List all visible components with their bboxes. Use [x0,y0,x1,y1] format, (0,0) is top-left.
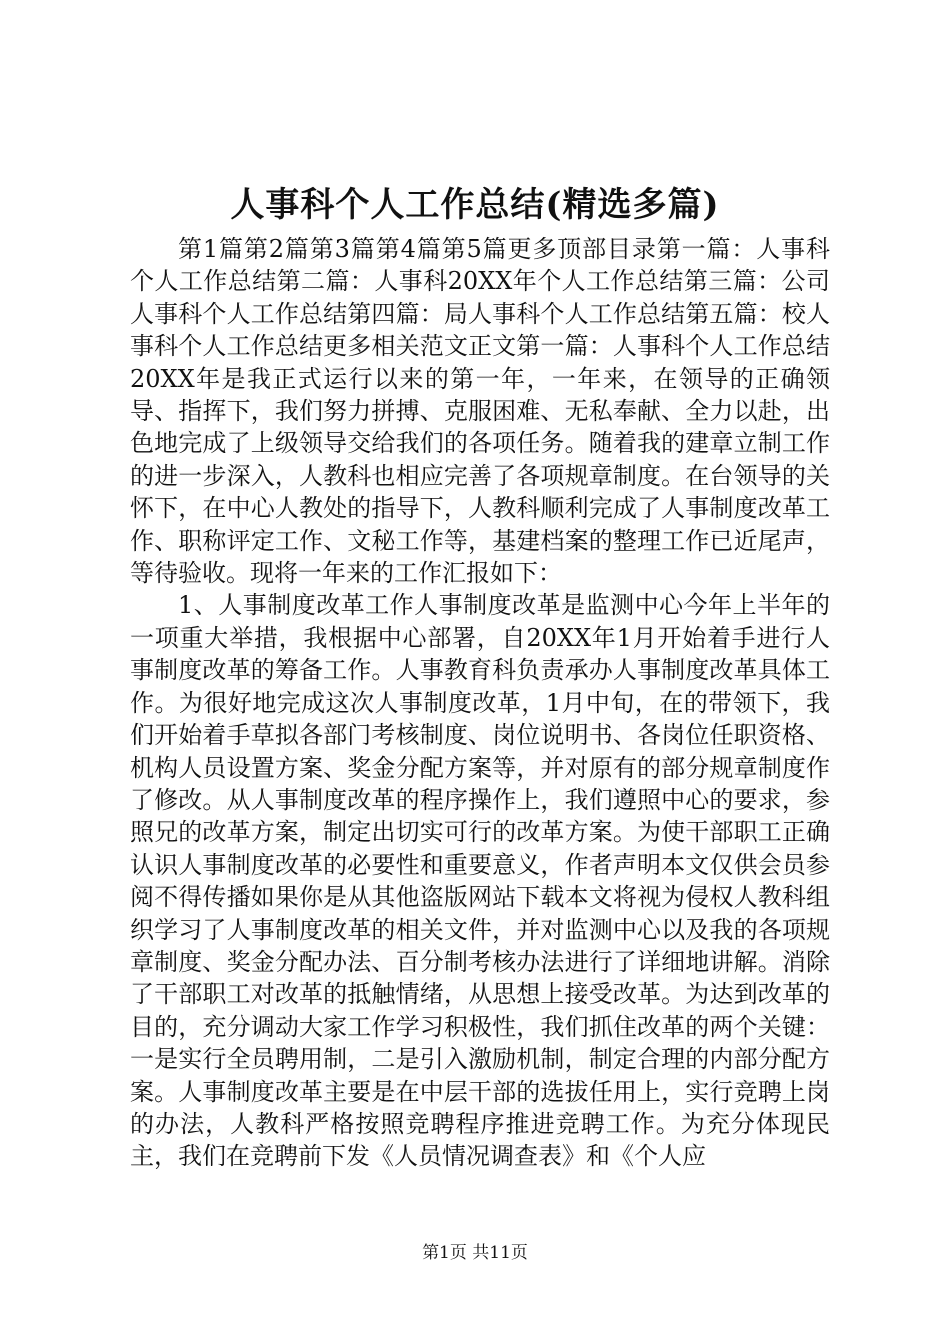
body-paragraph: 1、人事制度改革工作人事制度改革是监测中心今年上半年的一项重大举措，我根据中心部署，自20XX年1月开始着手进行人事制度改革的筹备工作。人事教育科负责承办人事制度改革具体工作。为很好地完成这次人事制度改革，1月中旬，在的带领下，我们开始着手草拟各部门考核制度、岗位说明书、各岗位任职资格、机构人员设置方案、奖金分配方案等，并对原有的部分规章制度作了修改。从人事制度改革的程序操作上，我们遵照中心的要求，参照兄的改革方案，制定出切实可行的改革方案。为使干部职工正确认识人事制度改革的必要性和重要意义，作者声明本文仅供会员参阅不得传播如果你是从其他盗版网站下载本文将视为侵权人教科组织学习了人事制度改革的相关文件，并对监测中心以及我的各项规章制度、奖金分配办法、百分制考核办法进行了详细地讲解。消除了干部职工对改革的抵触情绪，从思想上接受改革。为达到改革的目的，充分调动大家工作学习积极性，我们抓住改革的两个关键：一是实行全员聘用制，二是引入激励机制，制定合理的内部分配方案。人事制度改革主要是在中层干部的选拔任用上，实行竞聘上岗的办法，人教科严格按照竞聘程序推进竞聘工作。为充分体现民主，我们在竞聘前下发《人员情况调查表》和《个人应 [130,591,830,1171]
page-number-footer: 第1页 共11页 [422,1243,528,1263]
document-title: 人事科个人工作总结(精选多篇) [230,185,720,225]
body-paragraph: 第1篇第2篇第3篇第4篇第5篇更多顶部目录第一篇：人事科个人工作总结第二篇：人事科20XX年个人工作总结第三篇：公司人事科个人工作总结第四篇：局人事科个人工作总结第五篇：校人事科个人工作总结更多相关范文正文第一篇：人事科个人工作总结20XX年是我正式运行以来的第一年，一年来，在领导的正确领导、指挥下，我们努力拼搏、克服困难、无私奉献、全力以赴，出色地完成了上级领导交给我们的各项任务。随着我的建章立制工作的进一步深入，人教科也相应完善了各项规章制度。在台领导的关怀下，在中心人教处的指导下，人教科顺利完成了人事制度改革工作、职称评定工作、文秘工作等，基建档案的整理工作已近尾声，等待验收。现将一年来的工作汇报如下： [130,235,830,588]
document-body [130,233,830,1173]
